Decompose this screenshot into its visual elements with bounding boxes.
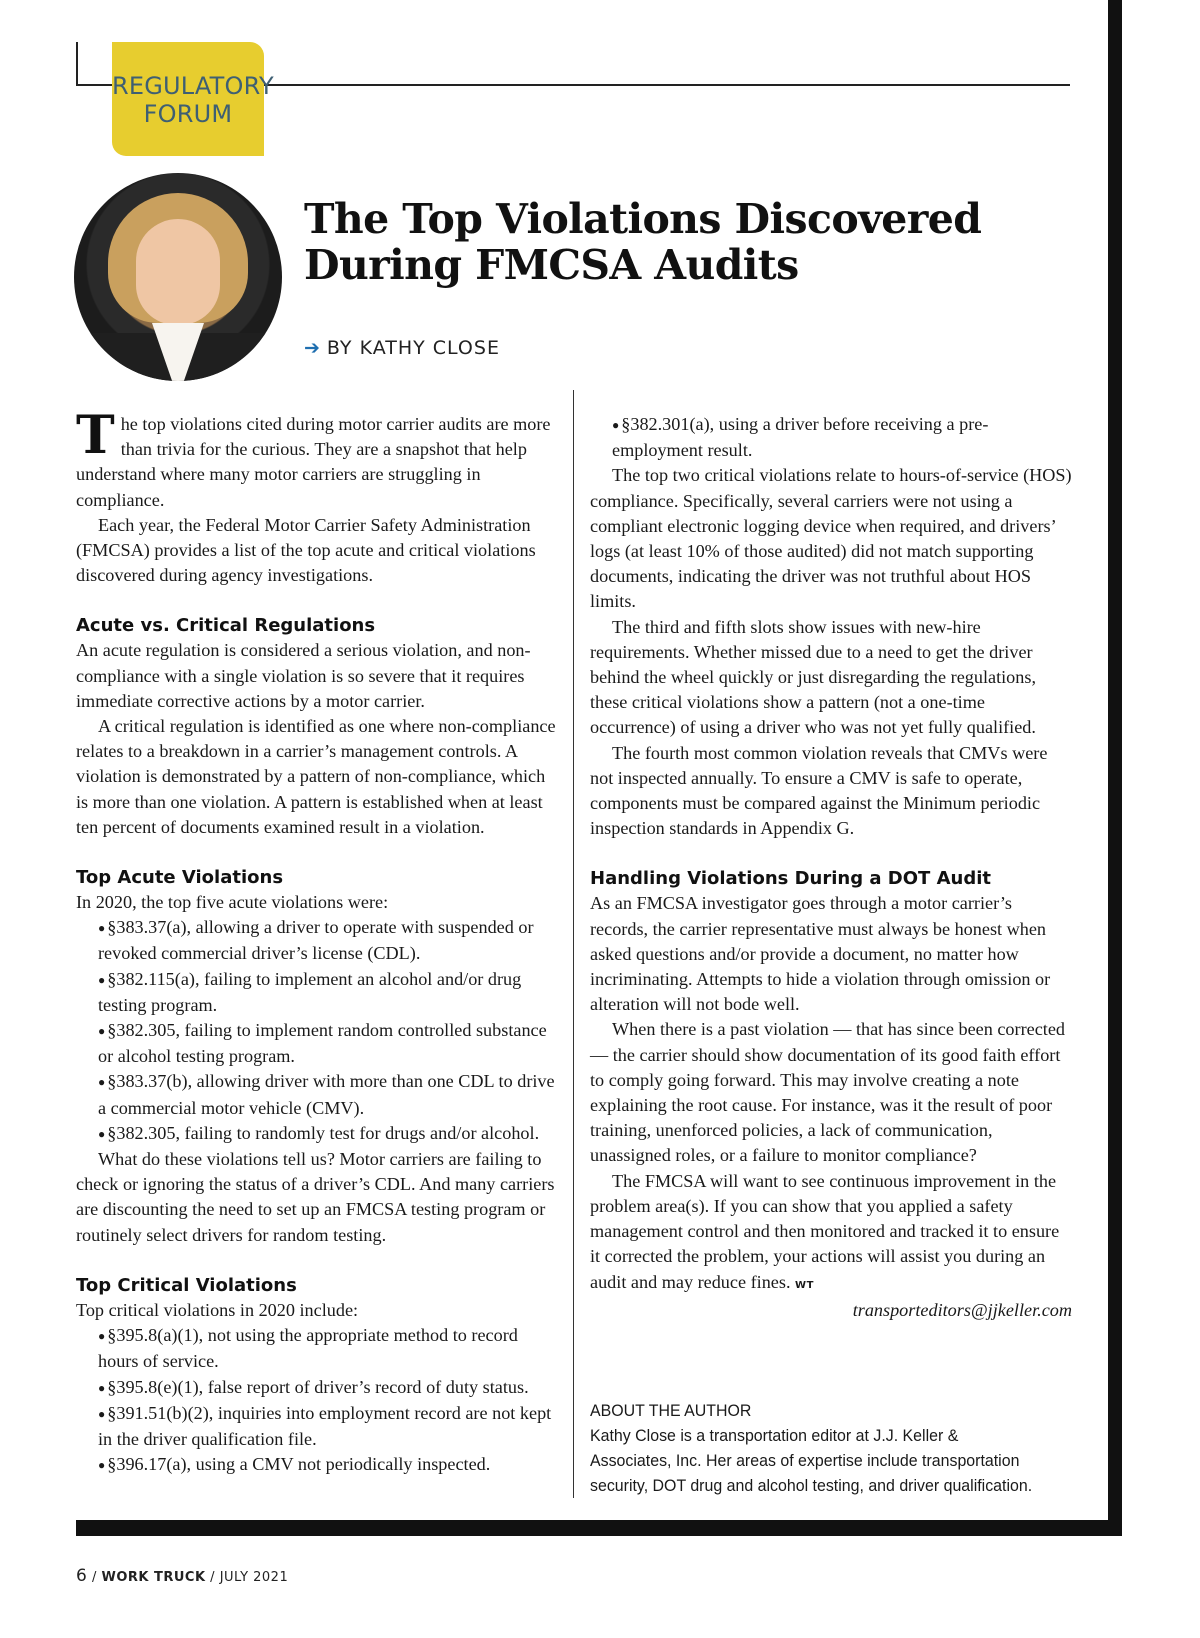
article-column-right [590, 412, 1072, 1323]
list-item: ● §391.51(b)(2), inquiries into employment record are not kept in the driver qualification file. [76, 1401, 558, 1452]
page-edge-bar [1108, 0, 1122, 1535]
section-badge-line1: REGULATORY [112, 72, 274, 100]
paragraph: The FMCSA will want to see continuous improvement in the problem area(s). If you can show that you applied a safety management control and then monitored and tracked it to ensure it corrected the problem, your actions will assist you during an audit and may reduce fines. WT [590, 1170, 1060, 1292]
subheading-top-acute: Top Acute Violations [76, 867, 284, 889]
subheading-top-critical: Top Critical Violations [76, 1274, 297, 1296]
list-item: ● §382.305, failing to randomly test for drugs and/or alcohol. [76, 1121, 558, 1147]
paragraph: In 2020, the top five acute violations were: [76, 892, 389, 913]
paragraph: The top two critical violations relate to hours-of-service (HOS) compliance. Specifically, several carriers were not using a compliant electronic logging device when required, and drivers’ logs (at least 10% of those audited) did not match supporting documents, indicating the driver was not truthful about HOS limits. [590, 465, 1072, 612]
list-item: ● §382.305, failing to implement random controlled substance or alcohol testing program. [76, 1018, 558, 1069]
page-footer: 6 / WORK TRUCK / JULY 2021 [76, 1566, 289, 1586]
about-heading: ABOUT THE AUTHOR [590, 1401, 752, 1420]
paragraph: Each year, the Federal Motor Carrier Safety Administration (FMCSA) provides a list of the top acute and critical violations discovered during agency investigations. [76, 514, 536, 586]
title-line2: During FMCSA Audits [304, 241, 799, 289]
paragraph: A critical regulation is identified as one where non-compliance relates to a breakdown in a carrier’s management controls. A violation is demonstrated by a pattern of non-compliance, which is more than one violation. A pattern is established when at least ten percent of documents examined result in a violation. [76, 716, 556, 837]
paragraph: An acute regulation is considered a serious violation, and non-compliance with a single violation is so severe that it requires immediate corrective actions by a motor carrier. [76, 640, 531, 711]
subheading-handling-violations: Handling Violations During a DOT Audit [590, 868, 991, 890]
subheading-acute-vs-critical: Acute vs. Critical Regulations [76, 615, 376, 637]
byline-text: BY KATHY CLOSE [326, 337, 500, 359]
paragraph: What do these violations tell us? Motor carriers are failing to check or ignoring the status of a driver’s CDL. And many carriers are discounting the need to set up an FMCSA testing program or routinely select drivers for random testing. [76, 1149, 555, 1245]
column-divider [573, 390, 574, 1498]
issue-date: JULY 2021 [219, 1570, 289, 1585]
list-item: ● §383.37(b), allowing driver with more than one CDL to drive a commercial motor vehicle (CMV). [76, 1069, 558, 1120]
byline [304, 337, 500, 359]
about-text: Kathy Close is a transportation editor at J.J. Keller & Associates, Inc. Her areas of expertise include transportation security, DOT drug and alcohol testing, and driver qualification. [590, 1426, 1033, 1495]
section-badge [112, 42, 274, 156]
page-number: 6 [76, 1566, 88, 1586]
article-title [304, 196, 1064, 288]
list-item: ● §382.115(a), failing to implement an alcohol and/or drug testing program. [76, 967, 558, 1018]
paragraph: When there is a past violation — that has since been corrected — the carrier should show documentation of its good faith effort to comply going forward. This may involve creating a note explaining the root cause. For instance, was it the result of poor training, unenforced policies, a lack of communication, unassigned roles, or a failure to monitor compliance? [590, 1019, 1066, 1166]
contact-email[interactable]: transporteditors@jjkeller.com [852, 1299, 1072, 1320]
paragraph: The fourth most common violation reveals that CMVs were not inspected annually. To ensure a CMV is safe to operate, components must be compared against the Minimum periodic inspection standards in Appendix G. [590, 742, 1048, 839]
drop-cap: T [76, 405, 115, 466]
arrow-right-icon: ➔ [304, 337, 321, 359]
paragraph: Top critical violations in 2020 include: [76, 1299, 359, 1320]
list-item: ● §383.37(a), allowing a driver to operate with suspended or revoked commercial driver’s license (CDL). [76, 915, 558, 966]
section-badge-line2: FORUM [143, 100, 233, 128]
paragraph: The third and fifth slots show issues with new-hire requirements. Whether missed due to a need to get the driver behind the wheel quickly or just disregarding the regulations, these critical violations show a pattern (not a one-time occurrence) of using a driver who was not yet fully qualified. [590, 616, 1036, 738]
header-corner-rule [76, 42, 78, 86]
author-photo [74, 173, 282, 381]
list-item: ● §396.17(a), using a CMV not periodically inspected. [76, 1452, 558, 1478]
title-line1: The Top Violations Discovered [304, 195, 982, 243]
list-item: ● §395.8(a)(1), not using the appropriate method to record hours of service. [76, 1323, 558, 1374]
intro-paragraph: The top violations cited during motor carrier audits are more than trivia for the curious. They are a snapshot that help understand where many motor carriers are struggling in compliance. [76, 405, 551, 510]
article-column-left [76, 405, 558, 1478]
about-the-author [590, 1398, 1041, 1498]
list-item: ● §382.301(a), using a driver before receiving a pre-employment result. [590, 412, 1072, 463]
page-bottom-bar [76, 1520, 1122, 1536]
list-item: ● §395.8(e)(1), false report of driver’s record of duty status. [76, 1375, 558, 1401]
paragraph: As an FMCSA investigator goes through a motor carrier’s records, the carrier representative must always be honest when asked questions and/or provide a document, no matter how incriminating. Attempts to hide a violation through omission or alteration will not bode well. [590, 893, 1051, 1015]
magazine-name: WORK TRUCK [101, 1570, 206, 1585]
end-mark: WT [795, 1279, 814, 1291]
